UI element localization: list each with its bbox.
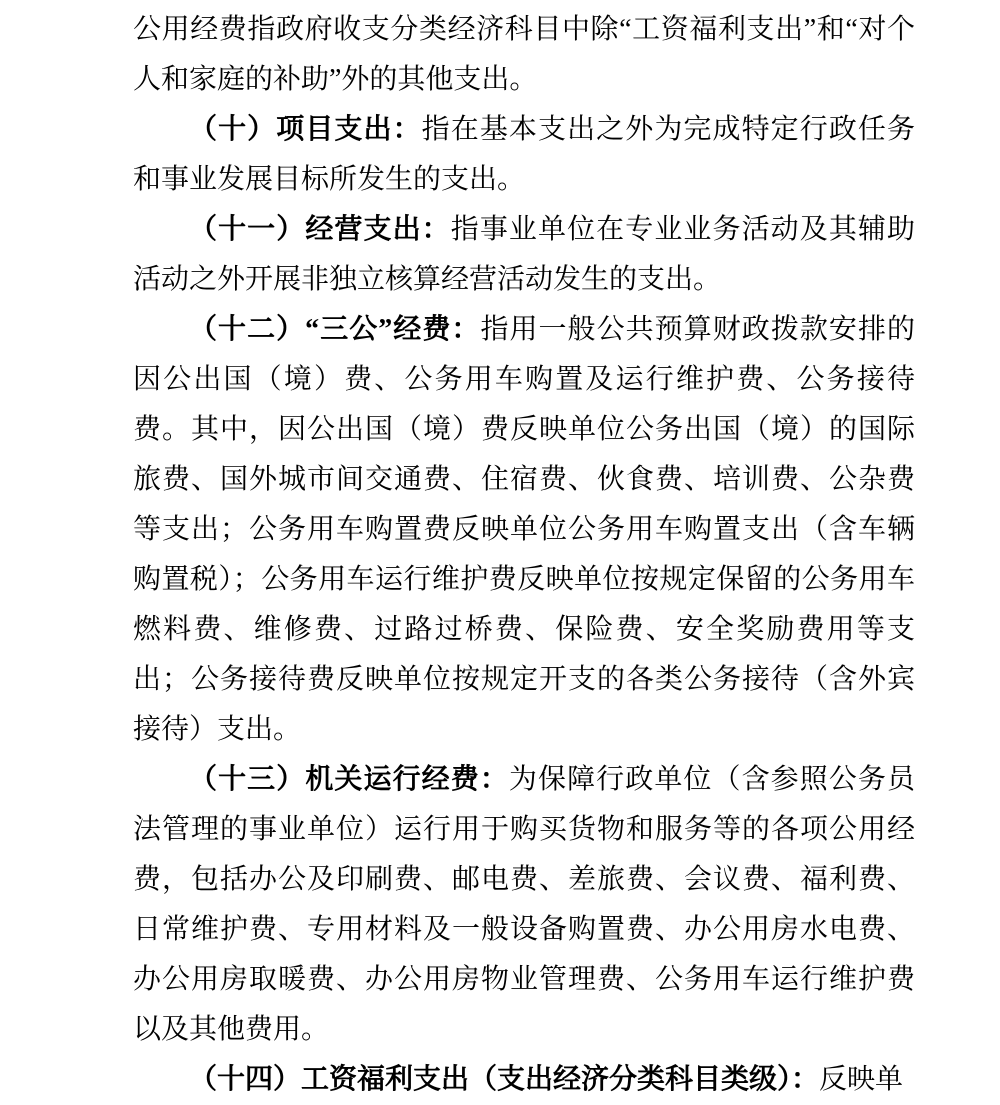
paragraph-text: 指在基本支出之外为完成特定行政任务和事业发展目标所发生的支出。 (133, 114, 915, 195)
section-heading: （十一）经营支出： (189, 214, 451, 245)
paragraph-text: 公用经费指政府收支分类经济科目中除“工资福利支出”和“对个人和家庭的补助”外的其他支出。 (133, 14, 915, 95)
paragraph-item-11-operating-expenditure (133, 205, 915, 305)
paragraph-item-10-project-expenditure (133, 105, 915, 205)
document-text-block (133, 5, 915, 1105)
paragraph-public-funds-continuation (133, 5, 915, 105)
section-heading: （十二）“三公”经费： (189, 314, 481, 345)
section-heading: （十四）工资福利支出（支出经济分类科目类级）： (189, 1064, 820, 1095)
paragraph-text: 反映单 (819, 1064, 904, 1095)
paragraph-item-14-salary-welfare-expenditure (133, 1055, 915, 1105)
paragraph-text: 为保障行政单位（含参照公务员法管理的事业单位）运行用于购买货物和服务等的各项公用经费，包括办公及印刷费、邮电费、差旅费、会议费、福利费、日常维护费、专用材料及一般设备购置费、办公用房水电费、办公用房取暖费、办公用房物业管理费、公务用车运行维护费以及其他费用。 (133, 764, 915, 1045)
paragraph-item-12-three-public-funds (133, 305, 915, 755)
paragraph-item-13-agency-operating-funds (133, 755, 915, 1055)
paragraph-text: 指事业单位在专业业务活动及其辅助活动之外开展非独立核算经营活动发生的支出。 (133, 214, 915, 295)
section-heading: （十）项目支出： (189, 114, 422, 145)
paragraph-text: 指用一般公共预算财政拨款安排的因公出国（境）费、公务用车购置及运行维护费、公务接待费。其中，因公出国（境）费反映单位公务出国（境）的国际旅费、国外城市间交通费、住宿费、伙食费、培训费、公杂费等支出；公务用车购置费反映单位公务用车购置支出（含车辆购置税）；公务用车运行维护费反映单位按规定保留的公务用车燃料费、维修费、过路过桥费、保险费、安全奖励费用等支出；公务接待费反映单位按规定开支的各类公务接待（含外宾接待）支出。 (133, 314, 915, 745)
section-heading: （十三）机关运行经费： (189, 764, 509, 795)
